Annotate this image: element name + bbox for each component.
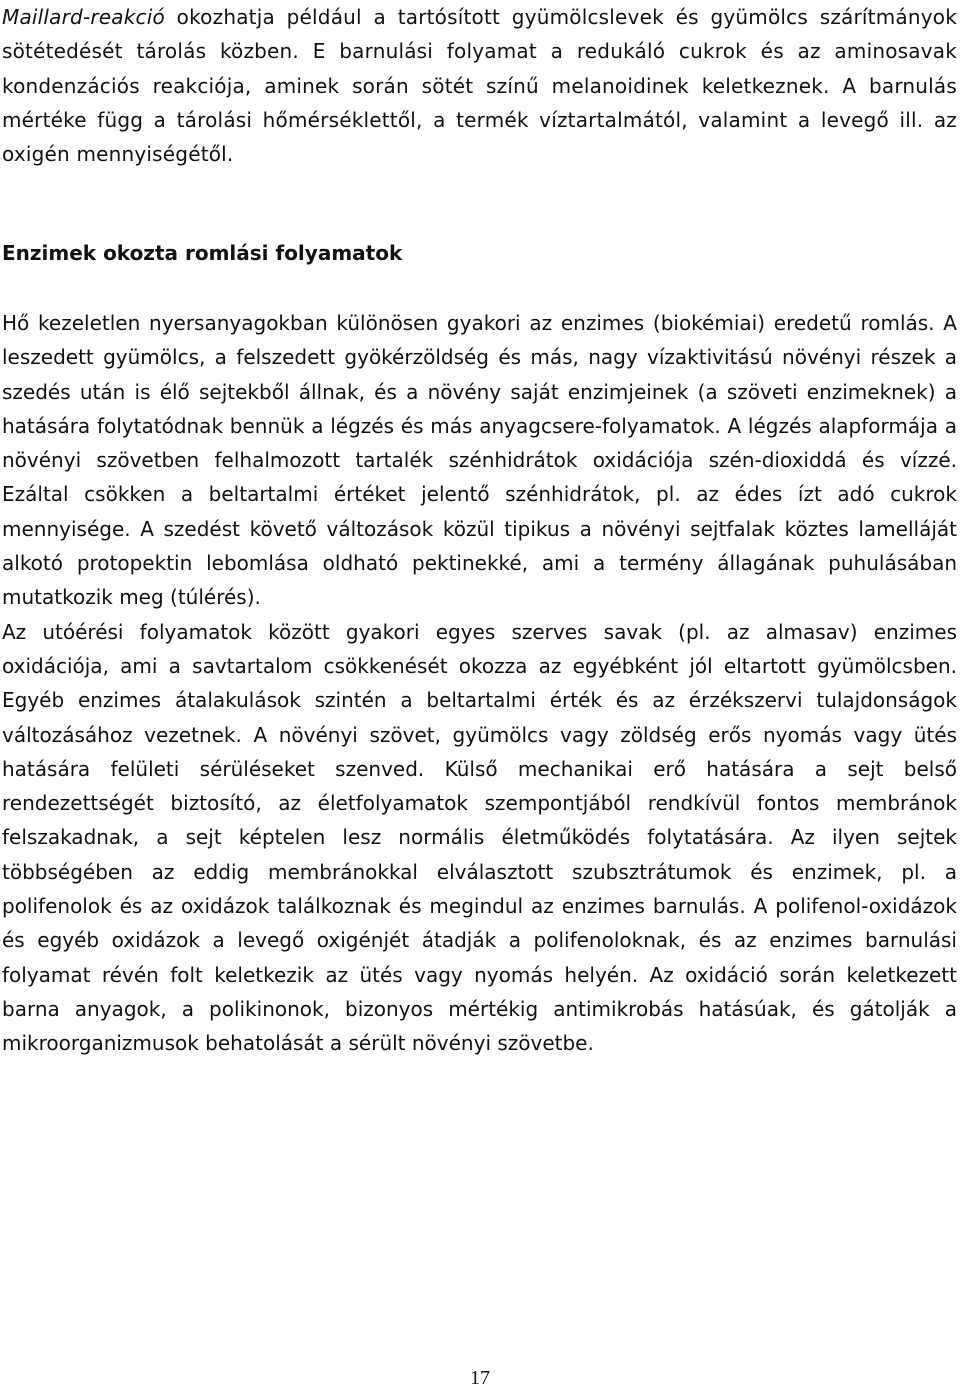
intro-text: okozhatja például a tartósított gyümölcslevek és gyümölcs szárítmányok sötétedését tárolás közben. E barnulási folyamat a redukáló cukrok és az aminosavak kondenzációs reakciója, aminek során sötét színű melanoidinek keletkeznek. A barnulás mértéke függ a tárolási hőmérséklettől, a termék víztartalmától, valamint a levegő ill. az oxigén mennyiségétől.: [2, 5, 957, 167]
section-body: [2, 306, 957, 1061]
intro-paragraph: [2, 0, 957, 171]
lead-term: Maillard-reakció: [2, 5, 165, 29]
body-paragraph-1: Hő kezeletlen nyersanyagokban különösen gyakori az enzimes (biokémiai) eredetű romlás. A leszedett gyümölcs, a felszedett gyökérzöldség és más, nagy vízaktivitású növényi részek a szedés után is élő sejtekből állnak, és a növény saját enzimjeinek (a szöveti enzimeknek) a hatására folytatódnak bennük a légzés és más anyagcsere-folyamatok. A légzés alapformája a növényi szövetben felhalmozott tartalék szénhidrátok oxidációja szén-dioxiddá és vízzé. Ezáltal csökken a beltartalmi értéket jelentő szénhidrátok, pl. az édes ízt adó cukrok mennyisége. A szedést követő változások közül tipikus a növényi sejtfalak köztes lamelláját alkotó protopektin lebomlása oldható pektinekké, ami a termény állagának puhulásában mutatkozik meg (túlérés).: [2, 311, 957, 610]
body-paragraph-2: Az utóérési folyamatok között gyakori egyes szerves savak (pl. az almasav) enzimes oxidációja, ami a savtartalom csökkenését okozza az egyébként jól eltartott gyümölcsben. Egyéb enzimes átalakulások szintén a beltartalmi érték és az érzékszervi tulajdonságok változásához vezetnek. A növényi szövet, gyümölcs vagy zöldség erős nyomás vagy ütés hatására felületi sérüléseket szenved. Külső mechanikai erő hatására a sejt belső rendezettségét biztosító, az életfolyamatok szempontjából rendkívül fontos membránok felszakadnak, a sejt képtelen lesz normális életműködés folytatására. Az ilyen sejtek többségében az eddig membránokkal elválasztott szubsztrátumok és enzimek, pl. a polifenolok és az oxidázok találkoznak és megindul az enzimes barnulás. A polifenol-oxidázok és egyéb oxidázok a levegő oxigénjét átadják a polifenoloknak, és az enzimes barnulási folyamat révén folt keletkezik az ütés vagy nyomás helyén. Az oxidáció során keletkezett barna anyagok, a polikinonok, bizonyos mértékig antimikrobás hatásúak, és gátolják a mikroorganizmusok behatolását a sérült növényi szövetbe.: [2, 619, 957, 1056]
section-heading: Enzimek okozta romlási folyamatok: [2, 241, 403, 265]
page-number: 17: [470, 1367, 490, 1389]
